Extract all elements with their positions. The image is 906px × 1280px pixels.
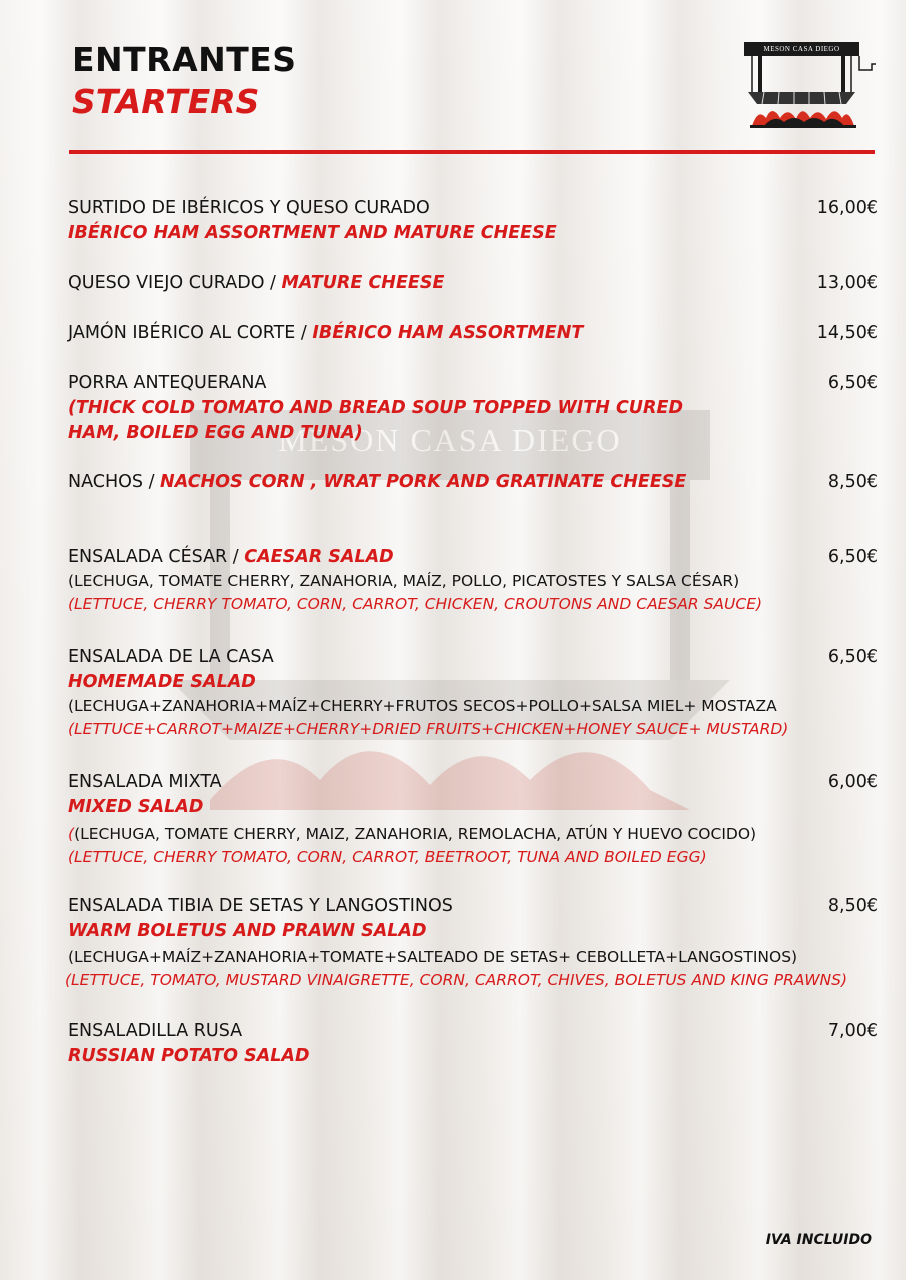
dish-name: NACHOS /: [68, 472, 161, 492]
menu-item: [68, 196, 878, 246]
dish-english-name: WARM BOLETUS AND PRAWN SALAD: [68, 921, 427, 941]
dish-price: 6,50€: [827, 647, 878, 667]
dish-name: ENSALADA TIBIA DE SETAS Y LANGOSTINOS: [68, 896, 453, 916]
dish-english-name: NACHOS CORN , WRAT PORK AND GRATINATE CHEESE: [160, 472, 687, 492]
menu-item: [68, 470, 878, 495]
grill-stand-with-flames-icon: [744, 42, 878, 130]
dish-ingredients: (LECHUGA+MAÍZ+ZANAHORIA+TOMATE+SALTEADO DE SETAS+ CEBOLLETA+LANGOSTINOS): [68, 948, 798, 966]
dish-name: PORRA ANTEQUERANA: [68, 373, 267, 393]
tax-note: IVA INCLUIDO: [765, 1232, 872, 1248]
dish-price: 13,00€: [816, 273, 878, 293]
dish-english-name: MATURE CHEESE: [281, 273, 445, 293]
dish-name: ENSALADA CÉSAR /: [68, 547, 245, 567]
dish-name: JAMÓN IBÉRICO AL CORTE /: [68, 323, 313, 343]
dish-price: 6,50€: [827, 373, 878, 393]
dish-english-description: (THICK COLD TOMATO AND BREAD SOUP TOPPED WITH CURED: [68, 398, 683, 418]
menu-item: [68, 321, 878, 346]
dish-ingredients-english: (LETTUCE, TOMATO, MUSTARD VINAIGRETTE, CORN, CARROT, CHIVES, BOLETUS AND KING PRAWNS): [65, 971, 848, 989]
dish-english-name: IBÉRICO HAM ASSORTMENT AND MATURE CHEESE: [68, 223, 557, 243]
menu-item: [68, 770, 878, 869]
menu-item: [68, 545, 878, 616]
dish-english-name: RUSSIAN POTATO SALAD: [68, 1046, 310, 1066]
dish-price: 16,00€: [816, 198, 878, 218]
menu-item: [68, 645, 878, 741]
dish-ingredients-english: (LETTUCE, CHERRY TOMATO, CORN, CARROT, BEETROOT, TUNA AND BOILED EGG): [68, 848, 707, 866]
dish-english-name: HOMEMADE SALAD: [68, 672, 256, 692]
dish-name: ENSALADA DE LA CASA: [68, 647, 274, 667]
dish-price: 8,50€: [827, 472, 878, 492]
menu-item: [68, 371, 878, 446]
watermark-text: MESON CASA DIEGO: [278, 422, 622, 458]
dish-english-name: CAESAR SALAD: [244, 547, 394, 567]
dish-name: ENSALADILLA RUSA: [68, 1021, 243, 1041]
dish-ingredients: (LECHUGA, TOMATE CHERRY, MAIZ, ZANAHORIA, REMOLACHA, ATÚN Y HUEVO COCIDO): [74, 825, 757, 843]
dish-ingredients-english: (LETTUCE+CARROT+MAIZE+CHERRY+DRIED FRUITS+CHICKEN+HONEY SAUCE+ MUSTARD): [68, 720, 789, 738]
header-divider: [69, 150, 875, 154]
dish-price: 6,00€: [827, 772, 878, 792]
section-subtitle: STARTERS: [72, 82, 260, 121]
logo-text: MESON CASA DIEGO: [763, 45, 840, 53]
menu-item: [65, 894, 878, 992]
dish-name: ENSALADA MIXTA: [68, 772, 222, 792]
dish-english-name: IBÉRICO HAM ASSORTMENT: [312, 323, 584, 343]
dish-price: 8,50€: [827, 896, 878, 916]
dish-english-name: MIXED SALAD: [68, 797, 204, 817]
menu-item: [68, 1019, 878, 1069]
dish-price: 6,50€: [827, 547, 878, 567]
dish-ingredients-english: (LETTUCE, CHERRY TOMATO, CORN, CARROT, CHICKEN, CROUTONS AND CAESAR SAUCE): [68, 595, 763, 613]
dish-english-description: HAM, BOILED EGG AND TUNA): [68, 423, 363, 443]
dish-ingredients: (LECHUGA, TOMATE CHERRY, ZANAHORIA, MAÍZ, POLLO, PICATOSTES Y SALSA CÉSAR): [68, 572, 740, 590]
stray-parenthesis: (: [68, 825, 75, 843]
dish-name: SURTIDO DE IBÉRICOS Y QUESO CURADO: [68, 198, 430, 218]
dish-name: QUESO VIEJO CURADO /: [68, 273, 282, 293]
menu-item: [68, 271, 878, 296]
dish-price: 14,50€: [816, 323, 878, 343]
dish-ingredients: (LECHUGA+ZANAHORIA+MAÍZ+CHERRY+FRUTOS SECOS+POLLO+SALSA MIEL+ MOSTAZA: [68, 697, 777, 715]
dish-price: 7,00€: [827, 1021, 878, 1041]
section-title: ENTRANTES: [72, 40, 297, 79]
restaurant-logo: [744, 42, 878, 130]
